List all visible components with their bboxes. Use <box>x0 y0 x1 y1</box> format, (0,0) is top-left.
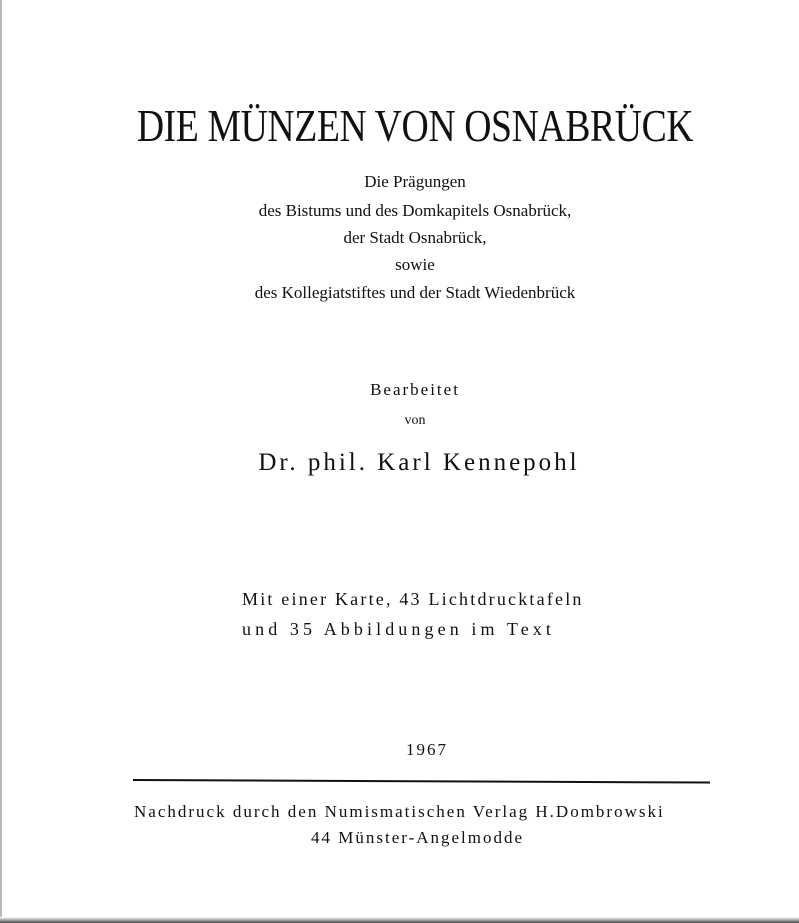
extras-line-1: Mit einer Karte, 43 Lichtdrucktafeln <box>242 589 584 609</box>
publisher-line-1: Nachdruck durch den Numismatischen Verlag H.Dombrowski <box>134 802 665 821</box>
von-label: von <box>404 413 426 428</box>
subtitle-line-3: der Stadt Osnabrück, <box>343 228 487 247</box>
subtitle-line-2: des Bistums und des Domkapitels Osnabrück, <box>258 201 572 220</box>
subtitle-line-1: Die Prägungen <box>364 172 466 191</box>
bearbeitet-label: Bearbeitet <box>370 380 460 399</box>
subtitle-line-4: sowie <box>395 255 435 274</box>
book-title: DIE MÜNZEN VON OSNABRÜCK <box>136 100 694 151</box>
publication-year: 1967 <box>406 740 448 759</box>
publisher-line-2: 44 Münster-Angelmodde <box>311 828 525 847</box>
divider-rule <box>133 779 710 784</box>
extras-line-2: und 35 Abbildungen im Text <box>242 619 556 639</box>
subtitle-line-5: des Kollegiatstiftes und der Stadt Wiedenbrück <box>254 283 576 302</box>
page-bottom-edge <box>0 917 799 923</box>
author-name: Dr. phil. Karl Kennepohl <box>258 449 580 476</box>
